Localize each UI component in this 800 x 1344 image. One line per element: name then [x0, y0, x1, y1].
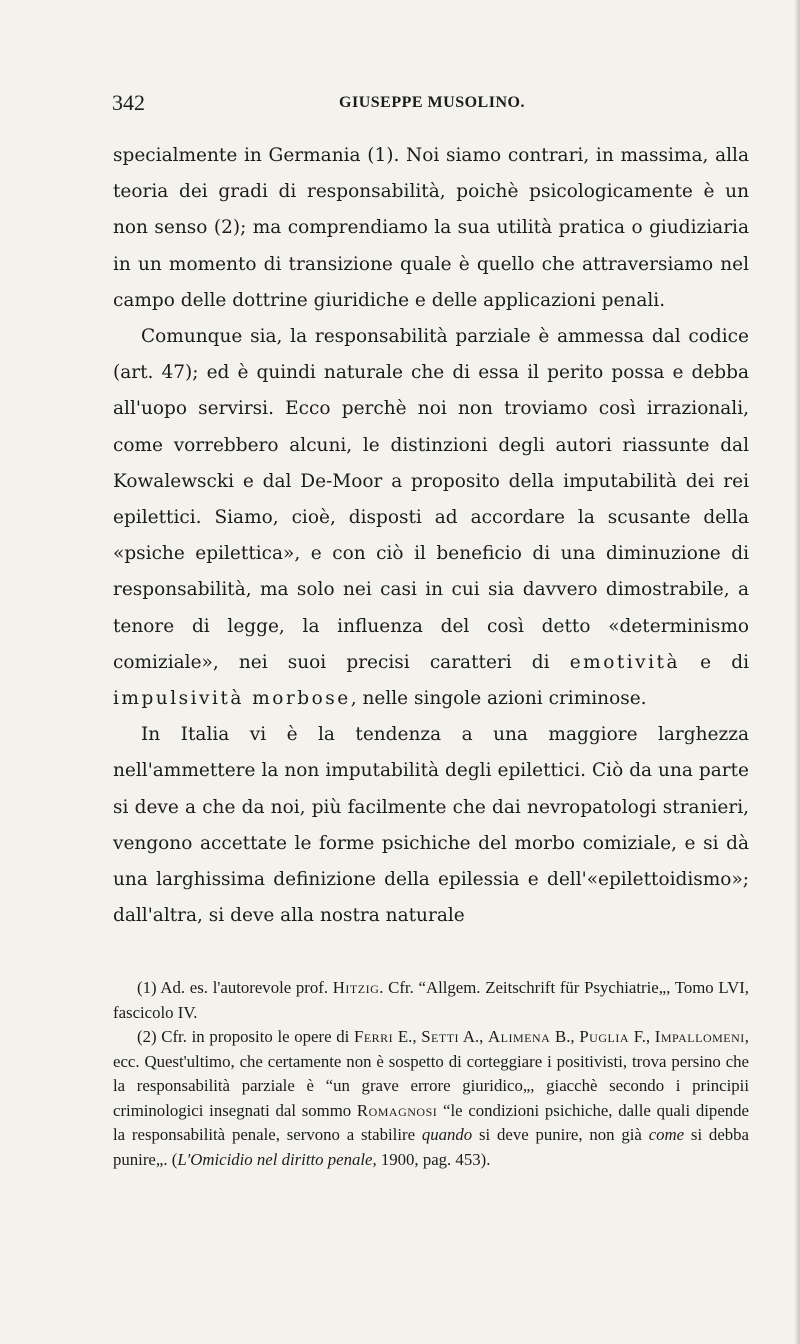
footnotes: [113, 976, 749, 1172]
footnote-1-author: Hitzig: [332, 978, 380, 997]
footnote-2-italic-come: come: [648, 1125, 685, 1144]
paragraph-3: In Italia vi è la tendenza a una maggiore larghezza nell'ammettere la non imputabilità degli epilettici. Ciò da una parte si deve a che da noi, più facilmente che dai nevropatologi stranieri, vengono accettate le forme psichiche del morbo comiziale, e si dà una larghissima definizione della epilessia e dell'«epilettoidismo»; dall'altra, si deve alla nostra naturale: [113, 724, 749, 927]
footnote-1-text-a: (1) Ad. es. l'autorevole prof.: [137, 978, 333, 997]
footnote-2-author-romagnosi: Romagnosi: [356, 1100, 438, 1120]
footnote-2-text-a: (2) Cfr. in proposito le opere di: [137, 1027, 354, 1046]
footnote-2: [113, 1025, 749, 1172]
running-head: GIUSEPPE MUSOLINO.: [339, 94, 525, 111]
footnote-2-author-impallomeni: Impallomeni: [654, 1027, 745, 1046]
footnote-2-text-c: A.,: [459, 1027, 489, 1046]
footnote-2-author-setti: Setti: [421, 1027, 460, 1046]
footnote-1-text-b: . Cfr. “Allgem. Zeitschrift für Psychiatrie„, Tomo LVI, fascicolo IV.: [113, 978, 749, 1022]
paragraph-1: specialmente in Germania (1). Noi siamo contrari, in massima, alla teoria dei gradi di responsabilità, poichè psicologicamente è un non senso (2); ma comprendiamo la sua utilità pratica o giudiziaria in un momento di transizione quale è quello che attraversiamo nel campo delle dottrine giuridiche e delle applicazioni penali.: [113, 145, 749, 311]
main-text: [113, 138, 749, 934]
footnote-2-text-h: si deve punire, non già: [472, 1125, 649, 1144]
page-edge-shadow: [794, 0, 800, 1344]
footnote-2-text-k: , 1900, pag. 453).: [372, 1149, 491, 1169]
footnote-2-text-g: “le condizioni psichiche, dalle quali dipende la responsabilità penale, servono a stabilire: [113, 1100, 749, 1144]
page-header: [112, 90, 752, 120]
paragraph-2-text-b: , nelle singole azioni criminose.: [350, 688, 647, 710]
footnote-1: [113, 976, 749, 1025]
paragraph-2: [113, 319, 749, 717]
spaced-term-emotivita: emotività: [569, 651, 681, 673]
footnote-2-author-ferri: Ferri: [354, 1027, 394, 1046]
footnote-2-text-d: B.,: [550, 1027, 580, 1046]
paragraph-2-text-a: Comunque sia, la responsabilità parziale è ammessa dal codice (art. 47); ed è quindi naturale che di essa il perito possa e debba all'uopo servirsi. Ecco perchè noi non troviamo così irrazionali, come vorrebbero alcuni, le distinzioni degli autori riassunte dal Kowalewscki e dal De-Moor a proposito della imputabilità dei rei epilettici. Siamo, cioè, disposti ad accordare la scusante della «psiche epilettica», e con ciò il beneficio di una diminuzione di responsabilità, ma solo nei casi in cui sia davvero dimostrabile, a tenore di legge, la influenza del così detto «determinismo comiziale», nei suoi precisi caratteri di: [113, 326, 749, 673]
footnote-2-text-b: E.,: [393, 1027, 422, 1046]
footnote-2-text-e: F.,: [629, 1027, 655, 1046]
spaced-term-impulsivita: impulsività morbose: [113, 688, 351, 710]
footnote-2-author-puglia: Puglia: [579, 1027, 629, 1046]
footnote-2-text-j: si debba punire„. (: [113, 1125, 750, 1169]
paragraph-2-text-mid: e di: [680, 651, 749, 673]
footnote-2-italic-quando: quando: [421, 1125, 473, 1144]
footnote-2-italic-title: L'Omicidio nel diritto penale: [177, 1149, 373, 1169]
page-number: 342: [112, 90, 145, 115]
footnote-2-author-alimena: Alimena: [488, 1027, 551, 1046]
footnote-2-text-f: , ecc. Quest'ultimo, che certamente non è sospetto di corteggiare i positivisti, trova persino che la responsabilità parziale è “un grave errore giuridico„, giacchè secondo i principii criminologici insegnati dal sommo: [113, 1027, 749, 1120]
